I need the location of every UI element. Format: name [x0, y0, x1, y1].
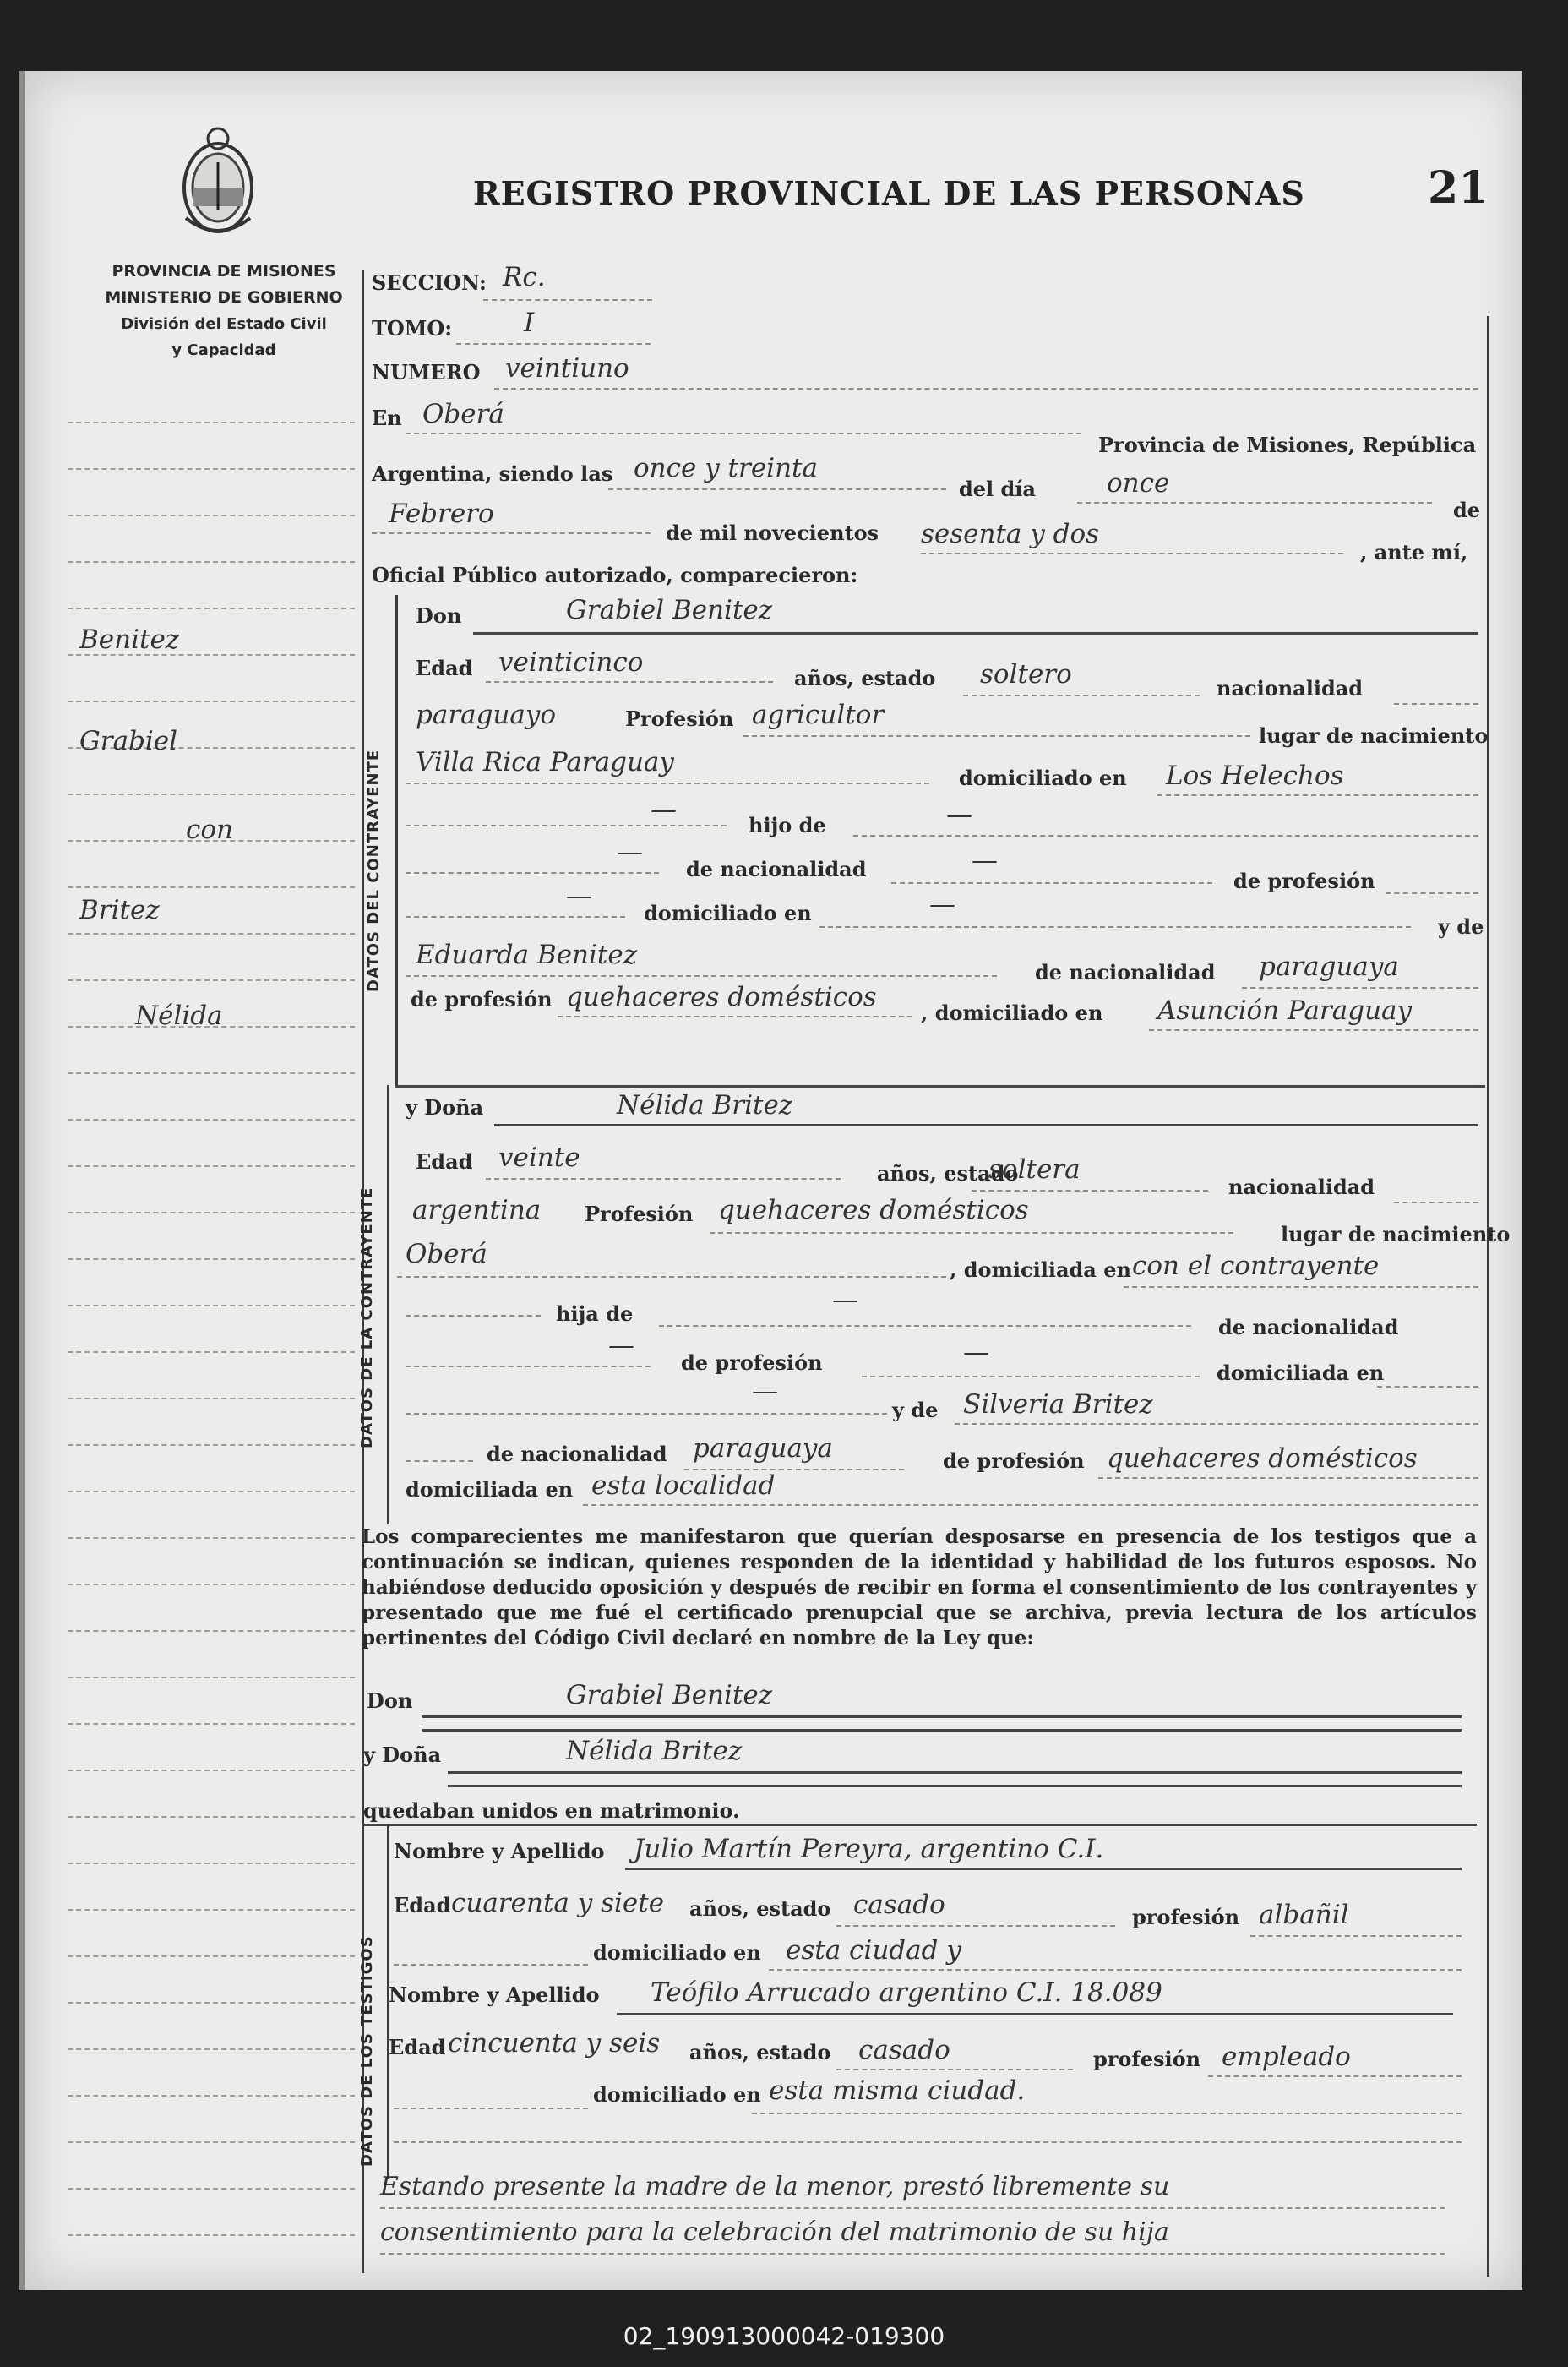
t1-profesion-value: albañil: [1259, 1900, 1349, 1930]
contrayenta-nacionalidad-value: argentina: [412, 1195, 542, 1225]
oficial-text: Oficial Público autorizado, comparecieron:: [372, 563, 858, 587]
contrayenta-estado-value: soltera: [988, 1154, 1081, 1185]
contrayenta-y-de-label: y de: [892, 1398, 939, 1422]
t2-domicilio-value: esta misma ciudad.: [769, 2075, 1026, 2106]
margin-name-5: Nélida: [135, 1001, 223, 1031]
madre-dom-value: Asunción Paraguay: [1157, 995, 1413, 1026]
ante-mi-label: , ante mí,: [1360, 540, 1468, 564]
dona-label: y Doña: [406, 1095, 484, 1120]
contrayenta-madre-nac-value: paraguaya: [693, 1433, 833, 1464]
don-label: Don: [416, 603, 462, 628]
domicilio-value: Los Helechos: [1166, 761, 1344, 791]
province-line: PROVINCIA DE MISIONES: [112, 262, 336, 281]
contrayenta-madre-dom-value: esta localidad: [591, 1470, 776, 1501]
seccion-value: Rc.: [503, 262, 546, 292]
ministry-line: MINISTERIO DE GOBIERNO: [105, 288, 343, 307]
madre-prof-value: quehaceres domésticos: [566, 982, 877, 1012]
hija-de-dash: —: [832, 1284, 858, 1315]
lugar-nacimiento-label: lugar de nacimiento: [1259, 723, 1489, 748]
contrayenta-edad-value: veinte: [498, 1143, 580, 1173]
unidos-text: quedaban unidos en matrimonio.: [363, 1798, 740, 1823]
contrayenta-nac-dash: —: [608, 1330, 634, 1361]
prof-dash: —: [566, 881, 592, 911]
domiciliado-en-label: domiciliado en: [959, 766, 1127, 790]
hijo-de-label: hijo de: [749, 813, 826, 837]
seccion-label: SECCION:: [372, 270, 487, 295]
argentina-text: Argentina, siendo las: [372, 461, 613, 486]
contrayenta-domicilio-value: con el contrayente: [1132, 1251, 1380, 1281]
t1-nombre-value: Julio Martín Pereyra, argentino C.I.: [634, 1834, 1104, 1864]
margin-name-4: Britez: [79, 895, 160, 925]
nac2-dash: —: [972, 845, 998, 875]
contrayenta-de-nacionalidad-label: de nacionalidad: [1218, 1315, 1399, 1339]
contrayenta-lugar-nacimiento-value: Oberá: [406, 1239, 487, 1269]
page-number: 21: [1428, 162, 1489, 214]
contrayenta-madre-prof-value: quehaceres domésticos: [1107, 1443, 1418, 1474]
page-title: REGISTRO PROVINCIAL DE LAS PERSONAS: [473, 174, 1305, 212]
t2-edad-label: Edad: [389, 2035, 446, 2059]
t1-estado-value: casado: [853, 1890, 945, 1920]
edad-value: veinticinco: [498, 647, 644, 678]
contrayenta-domiciliada-en-label: , domiciliada en: [950, 1257, 1131, 1282]
anio-value: sesenta y dos: [921, 519, 1100, 549]
t2-nombre-label: Nombre y Apellido: [389, 1982, 600, 2007]
decl-dona-label: y Doña: [363, 1743, 442, 1767]
de-mil-label: de mil novecientos: [666, 521, 879, 545]
hija-de-label: hija de: [556, 1301, 634, 1326]
argentina-coat-of-arms-icon: [177, 125, 259, 237]
t1-edad-label: Edad: [394, 1893, 451, 1917]
hijo-de-dash: —: [946, 799, 972, 830]
province-header: [76, 259, 372, 363]
contrayenta-nacionalidad-label: nacionalidad: [1228, 1175, 1375, 1199]
contrayenta-side-label: DATOS DE LA CONTRAYENTE: [358, 1186, 376, 1448]
madre-nac-value: paraguaya: [1259, 952, 1399, 982]
contrayenta-madre-nac-label: de nacionalidad: [487, 1442, 667, 1466]
padre-dash: —: [651, 794, 677, 825]
declaration-text: Los comparecientes me manifestaron que querían desposarse en presencia de los testigos que a continuación se indican, quienes responden de la identidad y habilidad de los futuros esposos. No habiéndose deducido oposición y después de recibir en forma el consentimiento de los contrayentes y presentado que me fué el certificado prenupcial que se archiva, previa lectura de los artículos pertinentes del Código Civil declaré en nombre de la Ley que:: [362, 1525, 1477, 1650]
en-label: En: [372, 406, 402, 430]
en-value: Oberá: [422, 399, 504, 429]
nacionalidad-value: paraguayo: [416, 700, 557, 730]
margin-name-3: con: [186, 815, 233, 845]
t2-profesion-value: empleado: [1222, 2042, 1351, 2072]
decl-dona-value: Nélida Britez: [566, 1736, 743, 1766]
t2-estado-value: casado: [858, 2035, 950, 2065]
de-nacionalidad-label: de nacionalidad: [686, 857, 867, 881]
decl-don-value: Grabiel Benitez: [566, 1680, 773, 1710]
contrayenta-madre-prof-label: de profesión: [943, 1448, 1085, 1473]
anios-estado-label: años, estado: [794, 666, 936, 690]
contrayenta-dom-dash: —: [752, 1376, 778, 1406]
profesion-label: Profesión: [625, 706, 734, 731]
contrayenta-profesion-label: Profesión: [585, 1202, 694, 1226]
contrayenta-de-profesion-label: de profesión: [681, 1350, 823, 1375]
t1-profesion-label: profesión: [1132, 1905, 1240, 1929]
t1-edad-value: cuarenta y siete: [451, 1888, 665, 1918]
t2-edad-value: cincuenta y seis: [448, 2028, 661, 2059]
t2-profesion-label: profesión: [1093, 2047, 1201, 2071]
t1-domicilio-value: esta ciudad y: [786, 1935, 961, 1966]
file-id: 02_190913000042-019300: [623, 2322, 945, 2350]
madre-prof-label: de profesión: [411, 987, 553, 1012]
lugar-nacimiento-value: Villa Rica Paraguay: [416, 747, 674, 777]
contrayenta-madre-value: Silveria Britez: [963, 1389, 1153, 1420]
de-profesion-label: de profesión: [1233, 869, 1375, 893]
y-de-label: y de: [1438, 914, 1484, 939]
contrayenta-profesion-value: quehaceres domésticos: [718, 1195, 1029, 1225]
provincia-text: Provincia de Misiones, República: [1098, 433, 1477, 457]
contrayenta-anios-estado-label: años, estado: [877, 1161, 1019, 1186]
de-label: de: [1453, 498, 1481, 522]
edad-label: Edad: [416, 656, 473, 680]
capacity-line: y Capacidad: [172, 341, 276, 359]
dom-dash: —: [929, 889, 956, 919]
contrayenta-madre-dom-label: domiciliada en: [406, 1477, 574, 1502]
madre-value: Eduarda Benitez: [416, 940, 638, 970]
register-page: [19, 71, 1522, 2290]
nac-dash: —: [617, 837, 643, 867]
note-line-2: consentimiento para la celebración del matrimonio de su hija: [380, 2217, 1169, 2247]
del-dia-label: del día: [959, 477, 1036, 501]
dia-value: once: [1107, 468, 1170, 499]
t1-anios-estado-label: años, estado: [689, 1896, 831, 1921]
mes-value: Febrero: [389, 499, 494, 529]
margin-name-2: Grabiel: [79, 726, 178, 756]
madre-nac-label: de nacionalidad: [1035, 960, 1216, 984]
t2-domiciliado-label: domiciliado en: [593, 2082, 761, 2107]
hora-value: once y treinta: [634, 453, 818, 483]
contrayenta-lugar-nacimiento-label: lugar de nacimiento: [1281, 1222, 1511, 1246]
decl-don-label: Don: [367, 1688, 413, 1713]
contrayenta-domiciliada-en-label-2: domiciliada en: [1217, 1361, 1385, 1385]
numero-label: NUMERO: [372, 360, 481, 385]
madre-dom-label: , domiciliado en: [921, 1001, 1103, 1025]
division-line: División del Estado Civil: [121, 315, 327, 333]
contrayenta-prof-dash: —: [963, 1337, 989, 1367]
contrayenta-edad-label: Edad: [416, 1149, 473, 1174]
profesion-value: agricultor: [752, 700, 885, 730]
domiciliado-en-label-2: domiciliado en: [644, 901, 812, 925]
t1-domiciliado-label: domiciliado en: [593, 1940, 761, 1965]
testigos-side-label: DATOS DE LOS TESTIGOS: [358, 1935, 376, 2167]
estado-value: soltero: [980, 659, 1072, 690]
t2-anios-estado-label: años, estado: [689, 2040, 831, 2064]
note-line-1: Estando presente la madre de la menor, prestó libremente su: [380, 2172, 1170, 2201]
t2-nombre-value: Teófilo Arrucado argentino C.I. 18.089: [651, 1977, 1162, 2008]
numero-value: veintiuno: [505, 353, 629, 384]
tomo-label: TOMO:: [372, 316, 453, 341]
dona-value: Nélida Britez: [617, 1090, 793, 1121]
margin-name-1: Benitez: [79, 624, 180, 655]
tomo-value: I: [524, 308, 535, 338]
t1-nombre-label: Nombre y Apellido: [394, 1839, 605, 1863]
don-value: Grabiel Benitez: [566, 595, 773, 625]
contrayente-side-label: DATOS DEL CONTRAYENTE: [365, 749, 383, 992]
nacionalidad-label: nacionalidad: [1217, 676, 1364, 701]
